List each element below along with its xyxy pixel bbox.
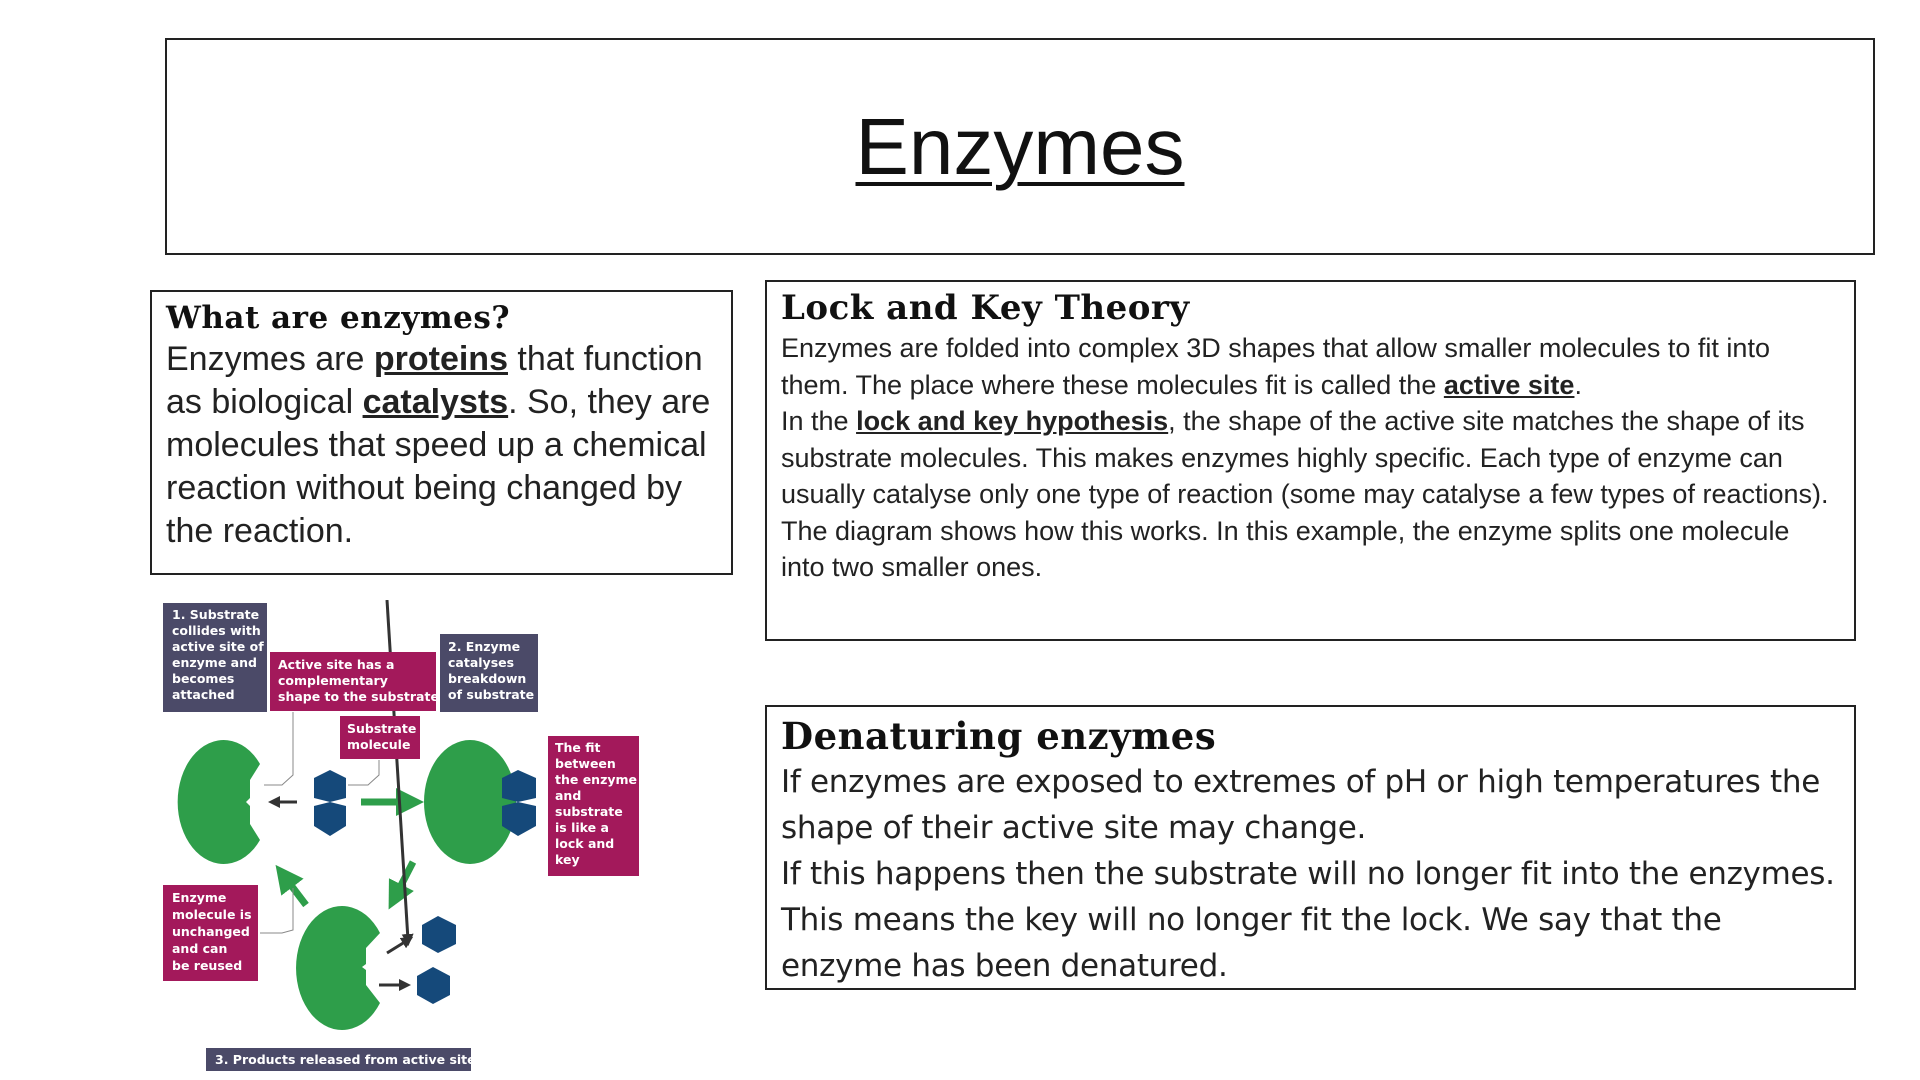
keyword-proteins: proteins [373,340,508,378]
label-line: The fit [555,740,601,755]
label-reuse [163,885,258,981]
arrow-product-1 [387,940,408,953]
label-step-1 [163,603,267,712]
label-line: Enzyme [172,890,227,905]
text: that function as biological [166,340,703,421]
what-heading: What are enzymes? [166,300,511,336]
label-line: and can [172,941,228,956]
label-line: active site of [172,639,264,654]
label-line: catalyses [448,655,515,670]
lock-and-key-diagram [150,600,660,1080]
label-line: Active site has a [278,657,395,672]
label-line: molecule is [172,907,252,922]
label-line: key [555,852,580,867]
label-line: and [555,788,582,803]
keyword-lock-and-key: lock and key hypothesis [856,406,1169,436]
text: Enzymes are [166,340,374,378]
lock-paragraph-1 [781,330,1840,403]
product-hexagon-2 [417,967,450,1004]
text: Enzymes are folded into complex 3D shapes that allow smaller molecules to fit into them. The place where these molecules fit is called the [781,333,1770,400]
title-box [165,38,1875,255]
enzyme-shape-1 [178,740,260,864]
what-body [166,338,717,553]
label-line: 1. Substrate [172,607,260,622]
label-line: enzyme and [172,655,257,670]
keyword-catalysts: catalysts [362,383,509,421]
label-line: molecule [347,737,411,752]
lock-body [781,330,1840,586]
lock-and-key-box [765,280,1856,641]
label-active-site [270,652,439,711]
enzyme-shape-3 [296,906,380,1030]
label-line: breakdown [448,671,527,686]
text: , the shape of the active site matches the shape of its substrate molecules. This makes enzymes highly specific. Each type of enzyme can usually catalyse only one type of reaction (some may catalyse a few types of reactions). [781,406,1829,509]
arrow-up [284,876,306,905]
text: In the [781,406,857,436]
denature-paragraph-1: If enzymes are exposed to extremes of pH or high temperatures the shape of their active site may change. [781,764,1821,846]
page-title: Enzymes [855,101,1185,191]
text: . So, they are molecules that speed up a chemical reaction without being changed by the reaction. [166,383,711,550]
label-line: 3. Products released from active site [215,1052,476,1067]
label-line: shape to the substrate [278,689,439,704]
what-are-enzymes-box [150,290,733,575]
label-step-3 [206,1048,476,1071]
lock-heading: Lock and Key Theory [781,288,1190,328]
label-line: substrate [555,804,623,819]
lock-paragraph-3: The diagram shows how this works. In this example, the enzyme splits one molecule into two smaller ones. [781,515,1790,582]
label-substrate [340,716,420,759]
lock-paragraph-2 [781,403,1840,513]
label-line: Substrate [347,721,417,736]
label-line: is like a [555,820,609,835]
text: . [1574,369,1582,400]
denature-heading: Denaturing enzymes [781,714,1217,758]
keyword-active-site: active site [1443,369,1575,400]
enzyme-shape-2 [424,740,516,864]
label-step-2 [440,634,538,712]
product-hexagon-1 [422,916,456,953]
label-line: complementary [278,673,388,688]
label-line: attached [172,687,235,702]
denaturing-box [765,705,1856,990]
denature-paragraph-2: If this happens then the substrate will no longer fit into the enzymes. This means the key will no longer fit the lock. We say that the enzyme has been denatured. [781,856,1835,984]
label-line: unchanged [172,924,250,939]
label-line: the enzyme [555,772,638,787]
label-fit [548,736,639,876]
label-line: becomes [172,671,235,686]
label-line: of substrate [448,687,535,702]
label-line: be reused [172,958,243,973]
denature-body [781,759,1840,989]
label-line: 2. Enzyme [448,639,521,654]
label-line: between [555,756,616,771]
label-line: collides with [172,623,261,638]
label-line: lock and [555,836,615,851]
